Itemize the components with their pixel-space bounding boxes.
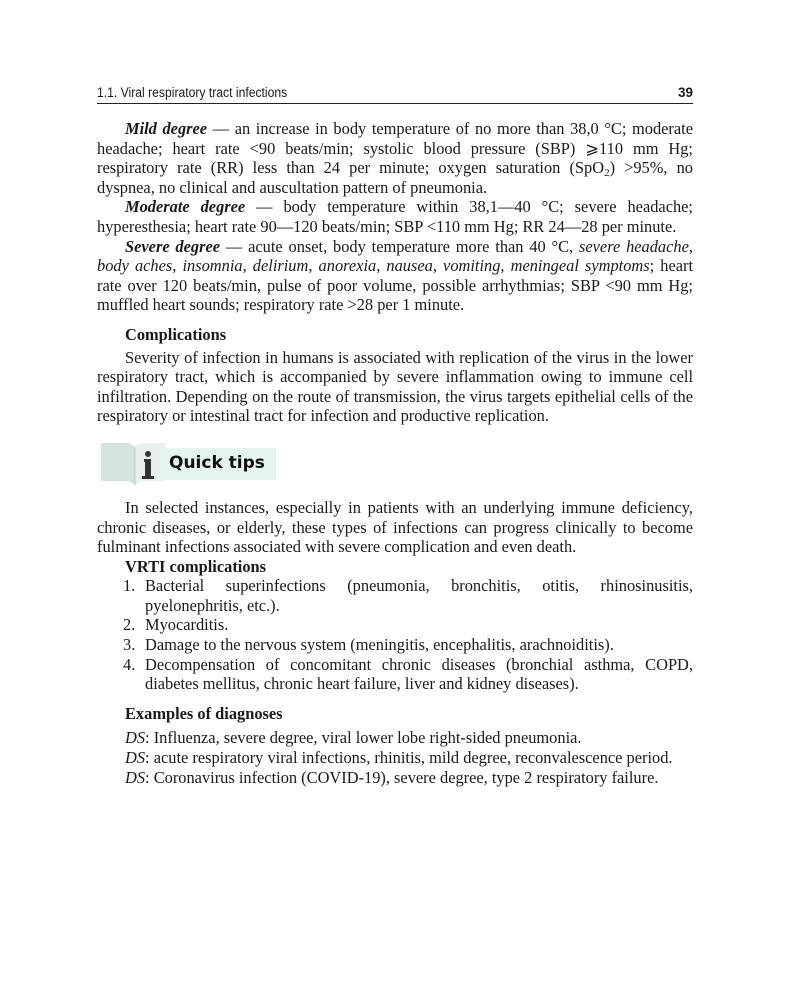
info-book-icon [99, 439, 167, 487]
list-item: 4. Decompensation of concomitant chronic diseases (bronchial asthma, COPD, diabetes mellitus, chronic heart failure, liver and kidney diseases). [123, 654, 693, 694]
quick-tips-banner [99, 439, 693, 487]
moderate-degree-paragraph: Moderate degree — body temperature within 38,1—40 °C; severe headache; hyperesthesia; heart rate 90—120 beats/min; SBP <110 mm Hg; RR 24—28 per minute. [97, 197, 693, 236]
page-body [97, 119, 693, 787]
running-header [97, 84, 693, 104]
vrti-complications-list [97, 576, 693, 694]
severe-degree-paragraph: Severe degree — acute onset, body temperature more than 40 °C, severe headache, body aches, insomnia, delirium, anorexia, nausea, vomiting, meningeal symptoms; heart rate over 120 beats/min, pulse of poor volume, possible arrhythmias; SBP <90 mm Hg; muffled heart sounds; respiratory rate >28 per 1 minute. [97, 236, 694, 315]
diagnosis-example: DS: Influenza, severe degree, viral lower lobe right-sided pneumonia. [125, 728, 582, 748]
examples-heading: Examples of diagnoses [125, 703, 283, 723]
diagnosis-example: DS: Coronavirus infection (COVID-19), severe degree, type 2 respiratory failure. [125, 767, 659, 787]
complications-paragraph: Severity of infection in humans is associated with replication of the virus in the lower respiratory tract, which is accompanied by severe inflammation owing to immune cell infiltration. Depending on the route of transmission, the virus targets epithelial cells of the respiratory or intestinal tract for infection and productive replication. [97, 347, 693, 426]
mild-degree-paragraph: Mild degree — an increase in body temperature of no more than 38,0 °C; moderate headache; heart rate <90 beats/min; systolic blood pressure (SBP) ⩾110 mm Hg; respiratory rate (RR) less than 24 per minute; oxygen saturation (SpO$_2$) >95%, no dyspnea, no clinical and auscultation pattern of pneumonia. [97, 119, 693, 197]
diagnosis-example: DS: acute respiratory viral infections, rhinitis, mild degree, reconvalescence period. [125, 748, 673, 768]
quick-tips-label: Quick tips [169, 452, 265, 473]
complications-heading: Complications [125, 324, 227, 344]
severe-degree-term: Severe degree [125, 236, 221, 256]
list-item: 1. Bacterial superinfections (pneumonia, bronchitis, otitis, rhinosinusitis, pyelonephritis, etc.). [123, 576, 693, 615]
page-number: 39 [677, 85, 693, 100]
section-title: 1.1. Viral respiratory tract infections [97, 85, 288, 100]
moderate-degree-term: Moderate degree [125, 197, 246, 217]
mild-degree-term: Mild degree [125, 119, 208, 138]
quick-tips-paragraph: In selected instances, especially in patients with an underlying immune deficiency, chronic diseases, or elderly, these types of infections can progress clinically to become fulminant infections associated with severe complication and even death. [97, 497, 693, 557]
list-item: 2. Myocarditis. [123, 615, 229, 635]
list-item: 3. Damage to the nervous system (meningitis, encephalitis, arachnoiditis). [123, 635, 614, 655]
vrti-complications-heading: VRTI complications [125, 556, 267, 576]
